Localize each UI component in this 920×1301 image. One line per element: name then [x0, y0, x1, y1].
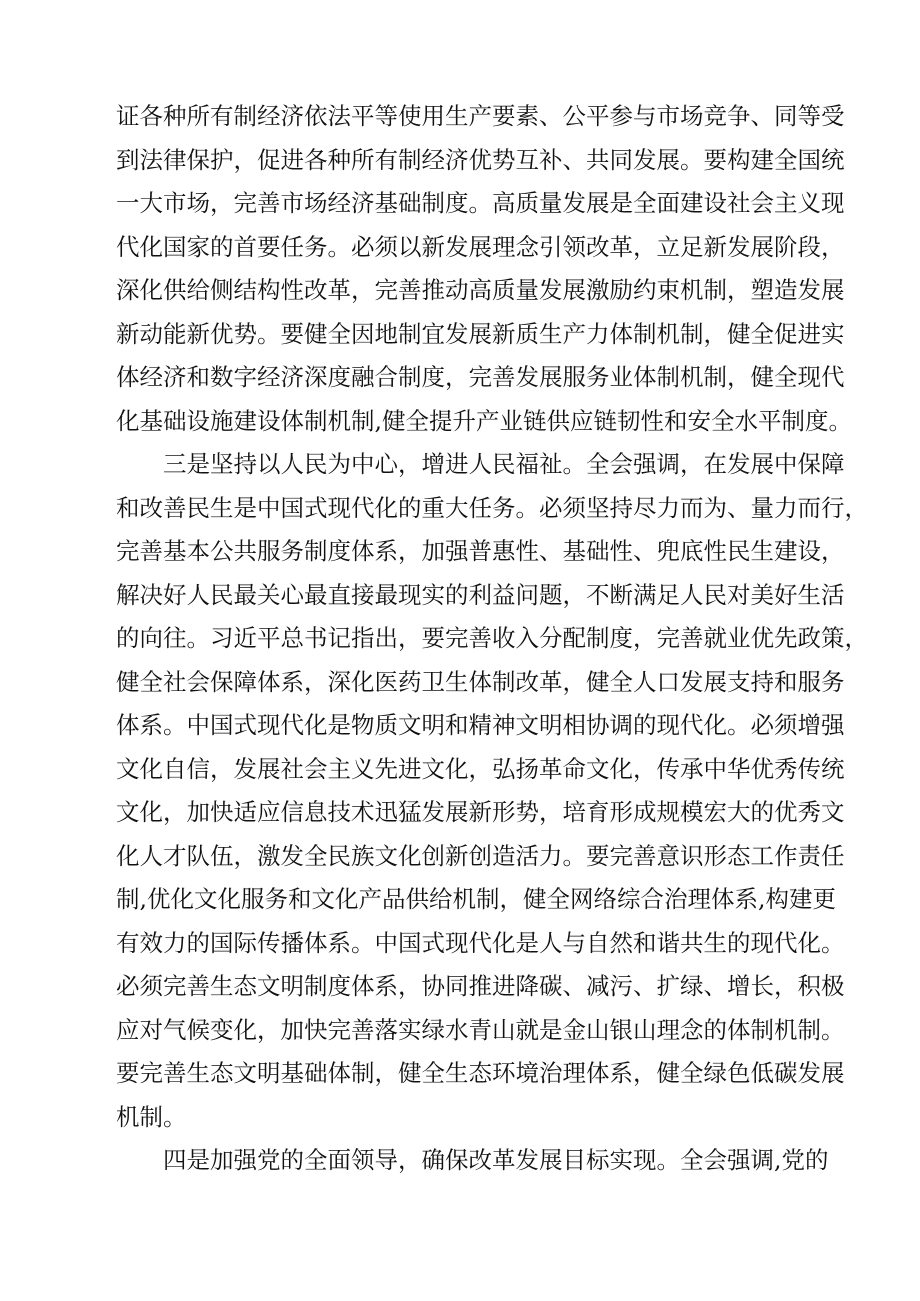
text-line: 有效力的国际传播体系。中国式现代化是人与自然和谐共生的现代化。 — [116, 928, 845, 957]
text-line: 应对气候变化，加快完善落实绿水青山就是金山银山理念的体制机制。 — [116, 1015, 845, 1044]
text-line: 和改善民生是中国式现代化的重大任务。必须坚持尽力而为、量力而行， — [116, 493, 868, 522]
text-line: 解决好人民最关心最直接最现实的利益问题，不断满足人民对美好生活 — [116, 580, 845, 609]
text-line: 四是加强党的全面领导，确保改革发展目标实现。全会强调,党的 — [163, 1146, 829, 1174]
text-line: 文化自信，发展社会主义先进文化，弘扬革命文化，传承中华优秀传统 — [116, 754, 845, 783]
text-line: 机制。 — [116, 1102, 187, 1131]
text-line: 证各种所有制经济依法平等使用生产要素、公平参与市场竞争、同等受 — [116, 102, 845, 130]
text-line: 深化供给侧结构性改革，完善推动高质量发展激励约束机制，塑造发展 — [116, 276, 845, 304]
document-page — [116, 95, 868, 1183]
paragraph-3 — [116, 1139, 828, 1183]
paragraph-1 — [116, 95, 852, 443]
paragraph-2 — [116, 443, 868, 1139]
text-line: 一大市场，完善市场经济基础制度。高质量发展是全面建设社会主义现 — [116, 189, 845, 217]
text-line: 三是坚持以人民为中心，增进人民福祉。全会强调，在发展中保障 — [163, 450, 845, 478]
text-line: 化人才队伍，激发全民族文化创新创造活力。要完善意识形态工作责任 — [116, 841, 845, 870]
text-line: 化基础设施建设体制机制,健全提升产业链供应链韧性和安全水平制度。 — [116, 406, 852, 435]
text-line: 新动能新优势。要健全因地制宜发展新质生产力体制机制，健全促进实 — [116, 319, 845, 348]
text-line: 制,优化文化服务和文化产品供给机制，健全网络综合治理体系,构建更 — [116, 885, 836, 913]
text-line: 体经济和数字经济深度融合制度，完善发展服务业体制机制，健全现代 — [116, 363, 845, 391]
text-line: 体系。中国式现代化是物质文明和精神文明相协调的现代化。必须增强 — [116, 711, 845, 739]
text-line: 代化国家的首要任务。必须以新发展理念引领改革，立足新发展阶段， — [116, 232, 845, 261]
text-line: 要完善生态文明基础体制，健全生态环境治理体系，健全绿色低碳发展 — [116, 1059, 845, 1087]
text-line: 到法律保护，促进各种所有制经济优势互补、共同发展。要构建全国统 — [116, 145, 845, 174]
text-line: 文化，加快适应信息技术迅猛发展新形势，培育形成规模宏大的优秀文 — [116, 798, 845, 826]
text-line: 完善基本公共服务制度体系，加强普惠性、基础性、兜底性民生建设， — [116, 537, 845, 565]
text-line: 必须完善生态文明制度体系，协同推进降碳、减污、扩绿、增长，积极 — [116, 972, 845, 1000]
text-line: 健全社会保障体系，深化医药卫生体制改革，健全人口发展支持和服务 — [116, 667, 845, 696]
text-line: 的向往。习近平总书记指出，要完善收入分配制度，完善就业优先政策， — [116, 624, 868, 652]
